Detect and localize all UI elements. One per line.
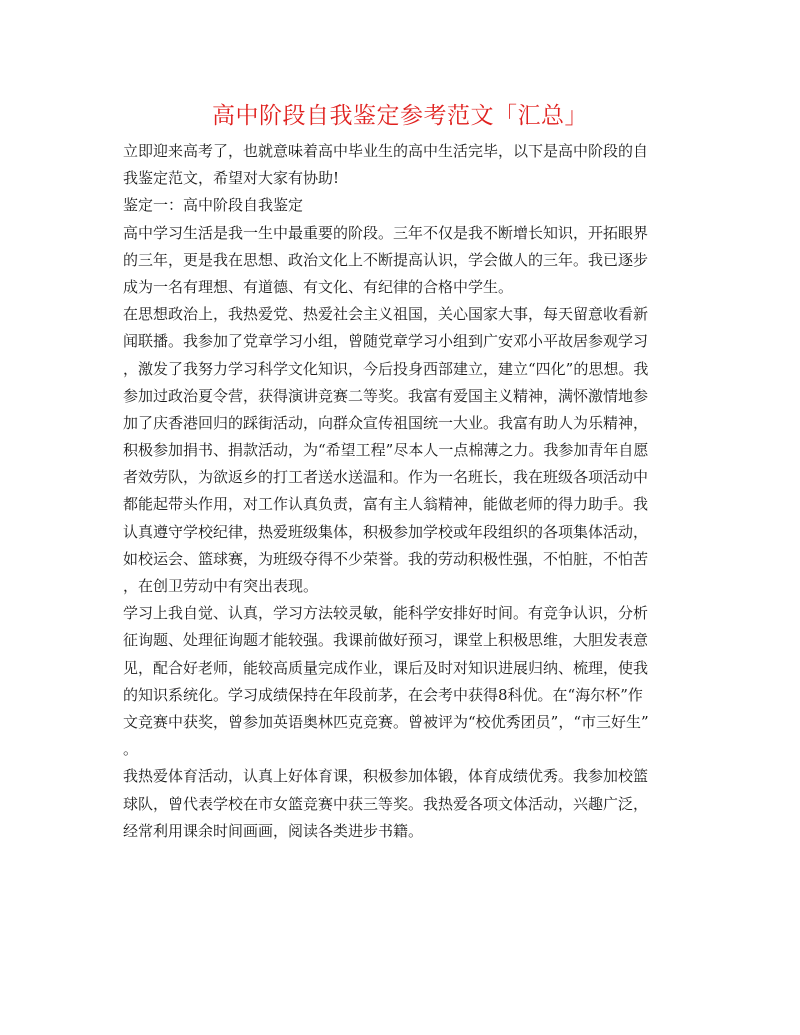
text-line: 都能起带头作用，对工作认真负责，富有主人翁精神，能做老师的得力助手。我 [123, 495, 649, 514]
document-title: 高中阶段自我鉴定参考范文「汇总」 [212, 103, 588, 129]
text-line: 我鉴定范文，希望对大家有协助! [123, 169, 340, 188]
text-line: 高中学习生活是我一生中最重要的阶段。三年不仅是我不断增长知识，开拓眼界 [123, 223, 649, 242]
text-line: 学习上我自觉、认真，学习方法较灵敏，能科学安排好时间。有竞争认识，分析 [123, 604, 649, 623]
text-line: 的知识系统化。学习成绩保持在年段前茅，在会考中获得8科优。在“海尔杯”作 [123, 685, 643, 704]
text-line: 的三年，更是我在思想、政治文化上不断提高认识，学会做人的三年。我已逐步 [123, 250, 649, 269]
paragraph [123, 600, 683, 763]
text-line: ，在创卫劳动中有突出表现。 [123, 577, 319, 595]
text-line: 加了庆香港回归的踩街活动，向群众宣传祖国统一大业。我富有助人为乐精神， [123, 413, 649, 432]
paragraph [123, 192, 683, 219]
paragraph [123, 763, 683, 845]
text-line: 在思想政治上，我热爱党、热爱社会主义祖国，关心国家大事，每天留意收看新 [123, 305, 649, 324]
text-line: 闻联播。我参加了党章学习小组，曾随党章学习小组到广安邓小平故居参观学习 [123, 332, 649, 351]
text-line: 。 [123, 740, 139, 759]
text-line: 成为一名有理想、有道德、有文化、有纪律的合格中学生。 [123, 277, 514, 296]
text-line: 我热爱体育活动，认真上好体育课，积极参加体锻，体育成绩优秀。我参加校篮 [123, 767, 649, 786]
text-line: 如校运会、篮球赛，为班级夺得不少荣誉。我的劳动积极性强，不怕脏，不怕苦 [123, 549, 649, 568]
paragraph [123, 301, 683, 600]
text-line: 鉴定一：高中阶段自我鉴定 [123, 196, 304, 215]
text-line: 征询题、处理征询题才能较强。我课前做好预习，课堂上积极思维，大胆发表意 [123, 631, 649, 650]
text-line: 者效劳队，为欲返乡的打工者送水送温和。作为一名班长，我在班级各项活动中 [123, 468, 649, 487]
text-line: 见，配合好老师，能较高质量完成作业，课后及时对知识进展归纳、梳理，使我 [123, 658, 649, 677]
paragraph [123, 220, 683, 302]
text-line: 球队，曾代表学校在市女篮竞赛中获三等奖。我热爱各项文体活动，兴趣广泛， [123, 794, 649, 813]
text-line: 立即迎来高考了，也就意味着高中毕业生的高中生活完毕，以下是高中阶段的自 [123, 142, 649, 160]
text-line: 积极参加捐书、捐款活动，为“希望工程”尽本人一点棉薄之力。我参加青年自愿 [123, 441, 649, 460]
text-line: 文竞赛中获奖，曾参加英语奥林匹克竞赛。曾被评为“校优秀团员”，“市三好生” [123, 712, 649, 731]
text-line: 认真遵守学校纪律，热爱班级集体，积极参加学校或年段组织的各项集体活动， [123, 522, 649, 541]
paragraph [123, 138, 683, 192]
text-line: ，激发了我努力学习科学文化知识，今后投身西部建立，建立“四化”的思想。我 [123, 359, 649, 378]
text-line: 经常利用课余时间画画，阅读各类进步书籍。 [123, 821, 424, 840]
document-body [123, 138, 683, 845]
text-line: 参加过政治夏令营，获得演讲竞赛二等奖。我富有爱国主义精神，满怀激情地参 [123, 386, 649, 405]
